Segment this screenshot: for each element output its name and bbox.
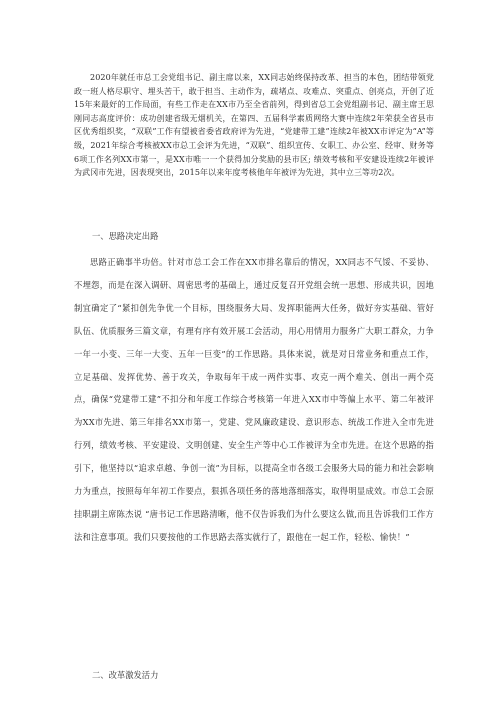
section-heading-2: 二、改革激发活力 (92, 670, 159, 680)
intro-paragraph: 2020年就任市总工会党组书记、副主席以来，XX同志始终保持改革、担当的本色，团结带领党政一班人格尽职守、埋头苦干，敢于担当、主动作为，疏堵点、攻难点、突重点、创亮点，开创了近15年来最好的工作局面，有些工作走在XX市乃至全省前列，得到省总工会党组副书记、副主席王思刚同志高度评价：成功创建省级无烟机关，在第四、五届科学素质网络大赛中连续2年荣获全省县市区优秀组织奖，“双联”工作有望被省委省政府评为先进，“党建带工建”连续2年被XX市评定为“A”等级，2021年综合考核被XX市总工会评为先进，“双联”、组织宣传、女职工、办公室、经审、财务等6项工作名列XX市第一，是XX市唯一一个获得加分奖励的县市区; 绩效考核和平安建设连续2年被评为武冈市先进，因表现突出，2015年以来年度考核他年年被评为先进，其中立三等功2次。 (74, 73, 434, 178)
section-1-paragraph: 思路正确事半功倍。针对市总工会工作在XX市排名靠后的情况，XX同志不气馁、不妥协、不埋怨，而是在深入调研、周密思考的基础上，通过反复召开党组会统一思想、形成共识，因地制宜确定了“紧扣创先争优一个目标，围绕服务大局、发挥职能两大任务，做好夯实基础、管好队伍、优质服务三篇文章，有理有序有效开展工会活动，用心用情用力服务广大职工群众，力争一年一小变、三年一大变、五年一巨变”的工作思路。具体来说，就是对日常业务和重点工作，立足基础、发挥优势、善于攻关，争取每年干成一两件实事、攻克一两个难关、创出一两个亮点，确保“党建带工建”不扣分和年度工作综合考核第一年进入XX市中等偏上水平、第二年被评为XX市先进、第三年排名XX市第一，党建、党风廉政建设、意识形态、统战工作进入全市先进行列，绩效考核、平安建设、文明创建、安全生产等中心工作被评为全市先进。在这个思路的指引下，他坚持以“追求卓越、争创一流”为目标，以提高全市各级工会服务大局的能力和社会影响力为重点，按照每年年初工作要点，狠抓各项任务的落地落细落实，取得明显成效。市总工会原挂职副主席陈杰说 “唐书记工作思路清晰，他不仅告诉我们为什么要这么做,而且告诉我们工作方法和注意事项。我们只要按他的工作思路去落实就行了，跟他在一起工作，轻松、愉快！” (74, 257, 434, 542)
section-heading-1: 一、思路决定出路 (92, 231, 159, 241)
